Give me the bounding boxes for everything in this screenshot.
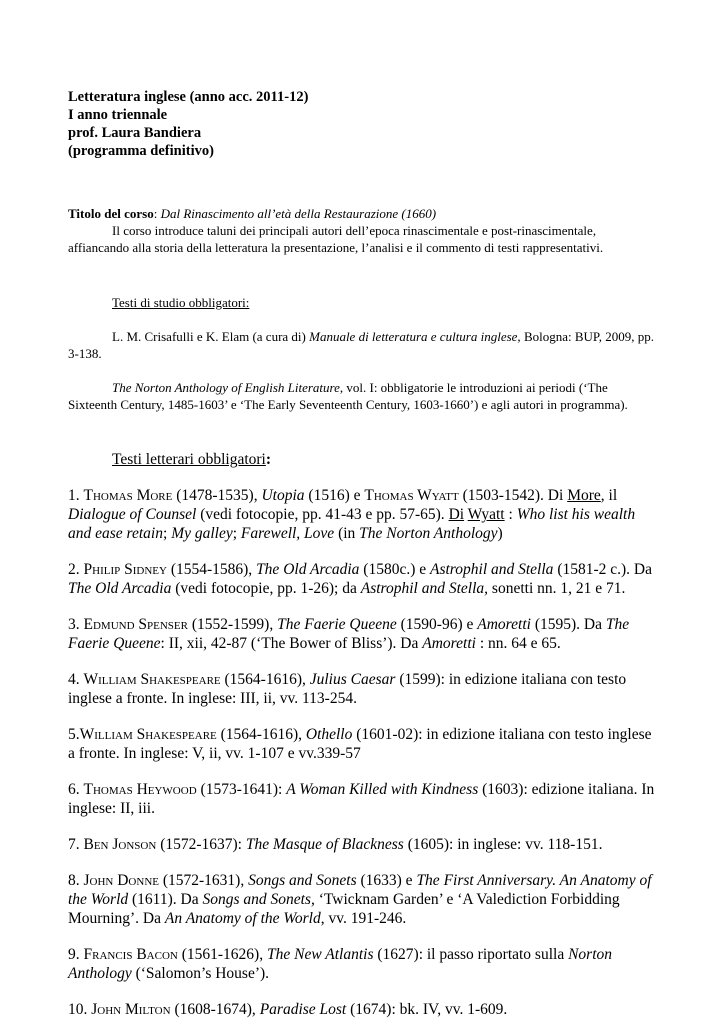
item-text: (1601-02): in edizione italiana con testo inglese a fronte. In inglese: V, ii, vv. 1-107 e vv.339-57 [68, 726, 652, 762]
item-text: ; [232, 525, 241, 542]
study-ref-manual-authors: L. M. Crisafulli e K. Elam (a cura di) [112, 329, 310, 344]
item-work-title: A Woman Killed with Kindness [286, 781, 479, 798]
list-item [68, 835, 658, 854]
item-number: 3. [68, 616, 84, 633]
document-page [68, 88, 658, 1019]
study-ref-norton-rest: , vol. I: obbligatorie le introduzioni ai periodi (‘The Sixteenth Century, 1485-1603’ e ‘The Early Seventeenth Century, 1603-1660’) e agli autori in programma). [68, 380, 628, 412]
study-ref-manual-title: Manuale di letteratura e cultura inglese, [309, 329, 521, 344]
item-text: (1564-1616), [216, 726, 306, 743]
item-number: 4. [68, 671, 84, 688]
item-work-title: The Faerie Queene [68, 616, 630, 652]
item-text: (1674): bk. IV, vv. 1-609. [346, 1001, 508, 1018]
item-text: (1572-1631), [158, 872, 249, 889]
list-item [68, 871, 658, 928]
course-title: Dal Rinascimento all’età della Restaurazione (1660) [160, 206, 437, 221]
item-work-title: My galley [171, 525, 233, 542]
document-header [68, 88, 658, 160]
item-text: (1603): edizione italiana. In inglese: II, iii. [68, 781, 655, 817]
course-section [68, 205, 658, 256]
literary-texts-heading-colon: : [265, 451, 272, 468]
item-text: (in [334, 525, 360, 542]
item-text: , vv. 191-246. [320, 910, 407, 927]
item-text: : II, xii, 42-87 (‘The Bower of Bliss’). Da [160, 635, 423, 652]
item-work-title: Astrophil and Stella [430, 561, 554, 578]
course-title-label: Titolo del corso [68, 206, 154, 221]
item-text: : nn. 64 e 65. [475, 635, 561, 652]
item-work-title: Julius Caesar [309, 671, 396, 688]
header-year: I anno triennale [68, 107, 168, 123]
header-professor: prof. Laura Bandiera [68, 125, 202, 141]
item-text: sonetti nn. 1, 21 e 71. [488, 580, 626, 597]
item-text: (1552-1599), [187, 616, 278, 633]
item-author: Edmund Spenser [83, 616, 188, 633]
item-work-title: The Old Arcadia [68, 580, 172, 597]
item-text: (1590-96) e [396, 616, 478, 633]
item-text: (1564-1616), [220, 671, 310, 688]
item-work-title: Songs and Sonets, [202, 891, 315, 908]
item-number: 5. [68, 726, 80, 743]
item-text: (1599): in edizione italiana con testo inglese a fronte. In inglese: III, ii, vv. 113-254. [68, 671, 627, 707]
course-title-sep: : [153, 206, 161, 221]
item-text: (1503-1542). Di [458, 487, 568, 504]
item-text: (‘Salomon’s House’). [131, 965, 270, 982]
study-texts-heading [68, 294, 658, 311]
item-work-title: Dialogue of Counsel [68, 506, 197, 523]
item-text: (1605): in inglese: vv. 118-151. [403, 836, 603, 853]
item-number: 9. [68, 946, 84, 963]
item-text: (1561-1626), [177, 946, 267, 963]
item-author: Ben Jonson [83, 836, 157, 853]
item-work-title: An Anatomy of the World [164, 910, 321, 927]
item-work-title: Astrophil and Stella, [360, 580, 489, 597]
item-text: (1581-2 c.). Da [553, 561, 653, 578]
item-underlined: More [567, 487, 601, 504]
item-underlined: Wyatt [467, 506, 505, 523]
item-text: (vedi fotocopie, pp. 41-43 e pp. 57-65). [196, 506, 449, 523]
study-texts-heading-text: Testi di studio obbligatori: [112, 295, 250, 310]
item-author: John Donne [83, 872, 159, 889]
item-number: 7. [68, 836, 84, 853]
item-number: 10. [68, 1001, 92, 1018]
item-text: (1595). Da [530, 616, 606, 633]
item-work-title: Songs and Sonets [248, 872, 357, 889]
item-underlined: Di [448, 506, 465, 523]
list-item [68, 615, 658, 653]
item-number: 1. [68, 487, 84, 504]
item-work-title: The Old Arcadia [256, 561, 360, 578]
literary-texts-heading [68, 450, 658, 469]
item-work-title: The Faerie Queene [277, 616, 397, 633]
item-text: (1516) e [304, 487, 365, 504]
item-text: ) [497, 525, 503, 542]
study-ref-manual [68, 328, 658, 362]
course-description: Il corso introduce taluni dei principali autori dell’epoca rinascimentale e post-rinascimentale, affiancando alla storia della letteratura la presentazione, l’analisi e il commento di testi rappresentativi. [68, 223, 604, 255]
item-work-title: Othello [305, 726, 353, 743]
study-ref-norton [68, 379, 658, 413]
item-work-title: Farewell, Love [240, 525, 335, 542]
item-number: 6. [68, 781, 84, 798]
item-text: , il [600, 487, 618, 504]
item-text: (1633) e [356, 872, 417, 889]
item-author: Thomas Wyatt [364, 487, 459, 504]
item-number: 8. [68, 872, 84, 889]
list-item [68, 486, 658, 543]
item-author: John Milton [91, 1001, 171, 1018]
item-text: (1554-1586), [166, 561, 257, 578]
list-item [68, 725, 658, 763]
item-text: (1608-1674), [170, 1001, 260, 1018]
item-text: (1478-1535), [172, 487, 262, 504]
item-text: : [504, 506, 517, 523]
item-work-title: Amoretti [422, 635, 476, 652]
list-item [68, 1000, 658, 1019]
literary-texts-section [68, 450, 658, 1019]
item-work-title: Utopia [261, 487, 305, 504]
item-work-title: The Masque of Blackness [245, 836, 404, 853]
item-text: (vedi fotocopie, pp. 1-26); da [171, 580, 361, 597]
item-work-title: The Norton Anthology [359, 525, 498, 542]
item-text: (1611). Da [128, 891, 203, 908]
item-number: 2. [68, 561, 84, 578]
item-text: (1627): il passo riportato sulla [373, 946, 569, 963]
item-work-title: Paradise Lost [259, 1001, 347, 1018]
study-ref-norton-title: The Norton Anthology of English Literature [112, 380, 340, 395]
item-text: (1580c.) e [359, 561, 430, 578]
literary-texts-heading-text: Testi letterari obbligatori [112, 451, 266, 468]
item-author: William Shakespeare [83, 671, 221, 688]
header-course-name: Letteratura inglese (anno acc. 2011-12) [68, 89, 309, 105]
item-text: ‘Twicknam Garden’ e ‘A Valediction Forbidding Mourning’. Da [68, 891, 620, 927]
item-work-title: The New Atlantis [266, 946, 374, 963]
header-status: (programma definitivo) [68, 143, 214, 159]
item-author: Thomas Heywood [83, 781, 197, 798]
item-work-title: Amoretti [477, 616, 531, 633]
item-author: Philip Sidney [83, 561, 167, 578]
study-ref-manual-rest: Bologna: BUP, 2009, pp. 3-138. [68, 329, 654, 361]
item-work-title: Norton Anthology [68, 946, 613, 982]
list-item [68, 945, 658, 983]
item-author: Thomas More [83, 487, 173, 504]
item-text: (1572-1637): [156, 836, 246, 853]
list-item [68, 780, 658, 818]
study-texts-section [68, 294, 658, 413]
item-work-title: Who list his wealth and ease retain [68, 506, 636, 542]
item-text: ; [163, 525, 172, 542]
list-item [68, 560, 658, 598]
course-title-line [68, 205, 658, 222]
item-author: William Shakespeare [79, 726, 217, 743]
item-text: (1573-1641): [196, 781, 287, 798]
list-item [68, 670, 658, 708]
item-work-title: The First Anniversary. An Anatomy of the World [68, 872, 652, 908]
item-author: Francis Bacon [83, 946, 178, 963]
